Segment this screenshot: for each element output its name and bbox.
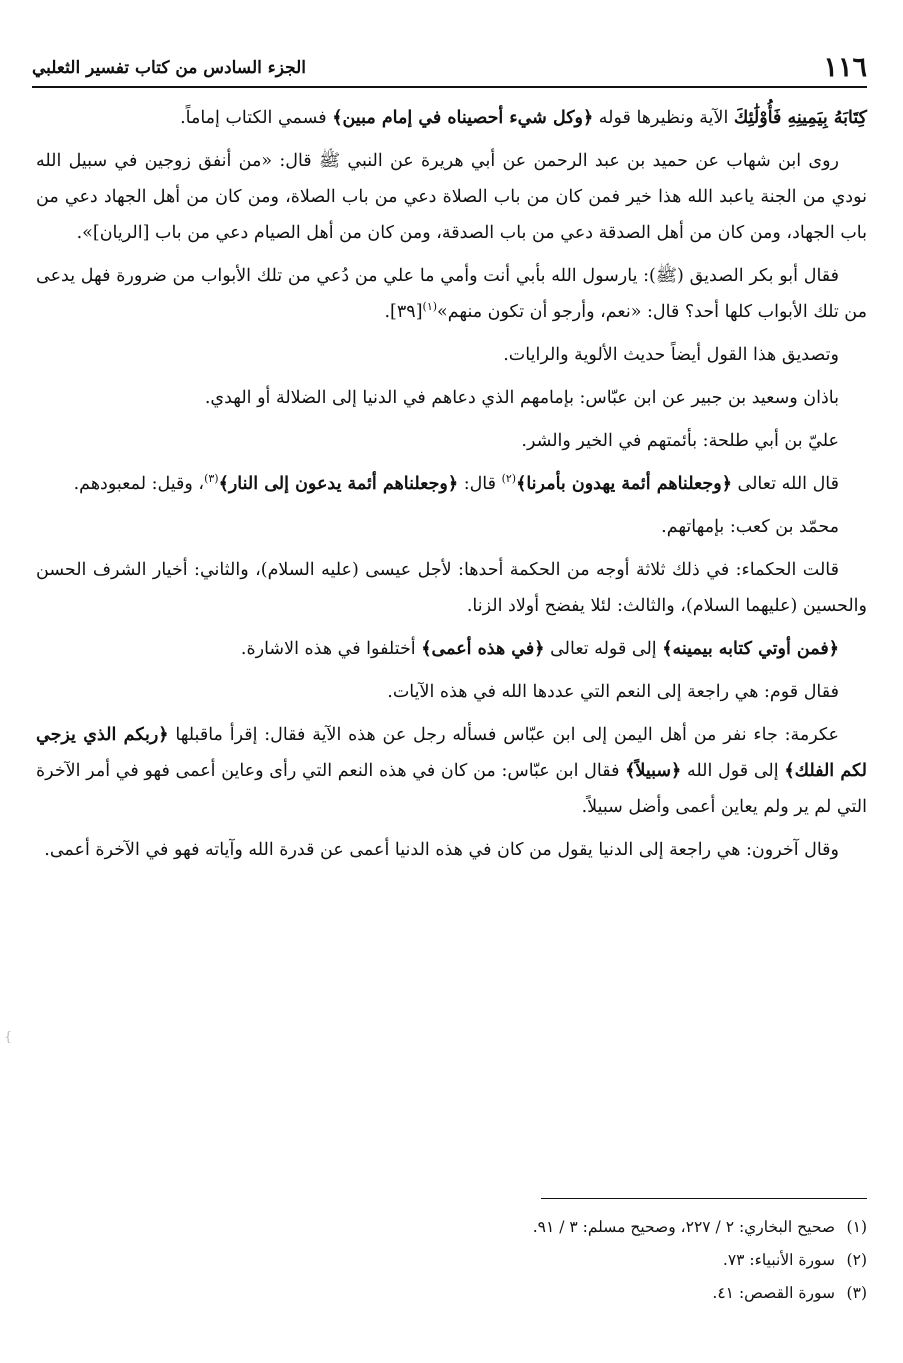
quran-quote: ﴿فمن أوتي كتابه بيمينه﴾ — [662, 639, 839, 659]
paragraph-3 — [36, 258, 867, 330]
footnote-rule — [541, 1198, 867, 1199]
quran-quote: ﴿في هذه أعمى﴾ — [421, 639, 545, 659]
text-run: أختلفوا في هذه الاشارة. — [240, 639, 422, 659]
footnote-ref: (٢) — [501, 472, 517, 486]
text-run: قال الله تعالى — [731, 474, 839, 494]
page-header — [32, 52, 867, 86]
footnote-text: سورة الأنبياء: ٧٣. — [722, 1251, 835, 1269]
footnote-text: صحيح البخاري: ٢ / ٢٢٧، وصحيح مسلم: ٣ / ٩١. — [532, 1218, 835, 1236]
text-run: إلى قوله تعالى — [544, 639, 663, 659]
paragraph-2: روى ابن شهاب عن حميد بن عبد الرحمن عن أبي هريرة عن النبي ﷺ قال: «من أنفق زوجين في سبيل الله نودي من الجنة ياعبد الله هذا خير فمن كان من باب الصلاة دعي من باب الصلاة، ومن كان من أهل الجهاد دعي من باب الجهاد، ومن كان من أهل الصدقة دعي من باب الصدقة، ومن كان من أهل الصيام دعي من باب [الريان]». — [36, 151, 867, 243]
footnote-text: سورة القصص: ٤١. — [712, 1284, 835, 1302]
paragraph-8: محمّد بن كعب: بإمهاتهم. — [661, 517, 839, 537]
text-run: الآية ونظيرها قوله — [593, 108, 734, 128]
quran-quote: ﴿وكل شيء أحصيناه في إمام مبين﴾ — [332, 108, 594, 128]
quran-quote: ﴿وجعلناهم أئمة يدعون إلى النار﴾ — [218, 474, 459, 494]
text-run: إلى قول الله — [681, 761, 785, 781]
footnote-number: (٣) — [846, 1284, 867, 1302]
text-run: فقال ابن عبّاس: من كان في هذه النعم التي رأى وعاين أعمى فهو في أمر الآخرة التي لم ير ولم يعاين أعمى وأضل سبيلاً. — [36, 761, 867, 817]
paragraph-11: فقال قوم: هي راجعة إلى النعم التي عددها الله في هذه الآيات. — [387, 682, 839, 702]
header-rule — [32, 86, 867, 88]
paragraph-1 — [36, 100, 867, 136]
page-number: ١١٦ — [823, 52, 867, 83]
footnote-2 — [36, 1244, 867, 1277]
footnote-number: (٢) — [846, 1251, 867, 1269]
footnote-number: (١) — [846, 1218, 867, 1236]
quran-quote: كِتَابَهُ بِيَمِينِهِ فَأُوْلَٰئِكَ — [733, 108, 867, 128]
body-text — [36, 100, 867, 875]
quran-quote: ﴿ربكم الذي يزجي لكم الفلك﴾ — [36, 725, 868, 781]
paragraph-12 — [36, 717, 867, 825]
footnote-ref: (٣) — [204, 472, 219, 486]
running-title: الجزء السادس من كتاب تفسير الثعلبي — [32, 58, 307, 78]
quran-quote: ﴿وجعلناهم أئمة يهدون بأمرنا﴾ — [516, 474, 732, 494]
margin-mark: { — [4, 1030, 13, 1045]
text-run: ، وقيل: لمعبودهم. — [73, 474, 205, 494]
paragraph-10 — [36, 631, 867, 667]
paragraph-4: وتصديق هذا القول أيضاً حديث الألوية والرايات. — [503, 345, 839, 365]
footnote-3 — [36, 1277, 867, 1310]
paragraph-9: قالت الحكماء: في ذلك ثلاثة أوجه من الحكمة أحدها: لأجل عيسى (عليه السلام)، والثاني: أخيار الشرف الحسن والحسين (عليهما السلام)، والثالث: لئلا يفضح أولاد الزنا. — [36, 560, 867, 616]
text-run: عكرمة: جاء نفر من أهل اليمن إلى ابن عبّاس فسأله رجل عن هذه الآية فقال: إقرأ ماقبلها — [168, 725, 839, 745]
footnotes — [36, 1211, 867, 1310]
quran-quote: ﴿سبيلاً﴾ — [625, 761, 682, 781]
text-run: فقال أبو بكر الصديق (ﷺ): يارسول الله بأبي أنت وأمي ما علي من دُعي من تلك الأبواب من ضرورة فهل يدعى من تلك الأبواب كلها أحد؟ قال: «نعم، وأرجو أن تكون منهم» — [36, 266, 867, 322]
paragraph-13: وقال آخرون: هي راجعة إلى الدنيا يقول من كان في هذه الدنيا أعمى عن قدرة الله وآياته فهو في الآخرة أعمى. — [44, 840, 839, 860]
footnote-1 — [36, 1211, 867, 1244]
footnote-ref: (١) — [422, 300, 438, 314]
text-run: فسمي الكتاب إماماً. — [180, 108, 333, 128]
text-run: قال: — [458, 474, 502, 494]
paragraph-5: باذان وسعيد بن جبير عن ابن عبّاس: بإمامهم الذي دعاهم في الدنيا إلى الضلالة أو الهدي. — [204, 388, 839, 408]
paragraph-6: عليّ بن أبي طلحة: بأئمتهم في الخير والشر. — [521, 431, 839, 451]
paragraph-7 — [36, 466, 867, 502]
text-run: [٣٩]. — [384, 302, 423, 322]
